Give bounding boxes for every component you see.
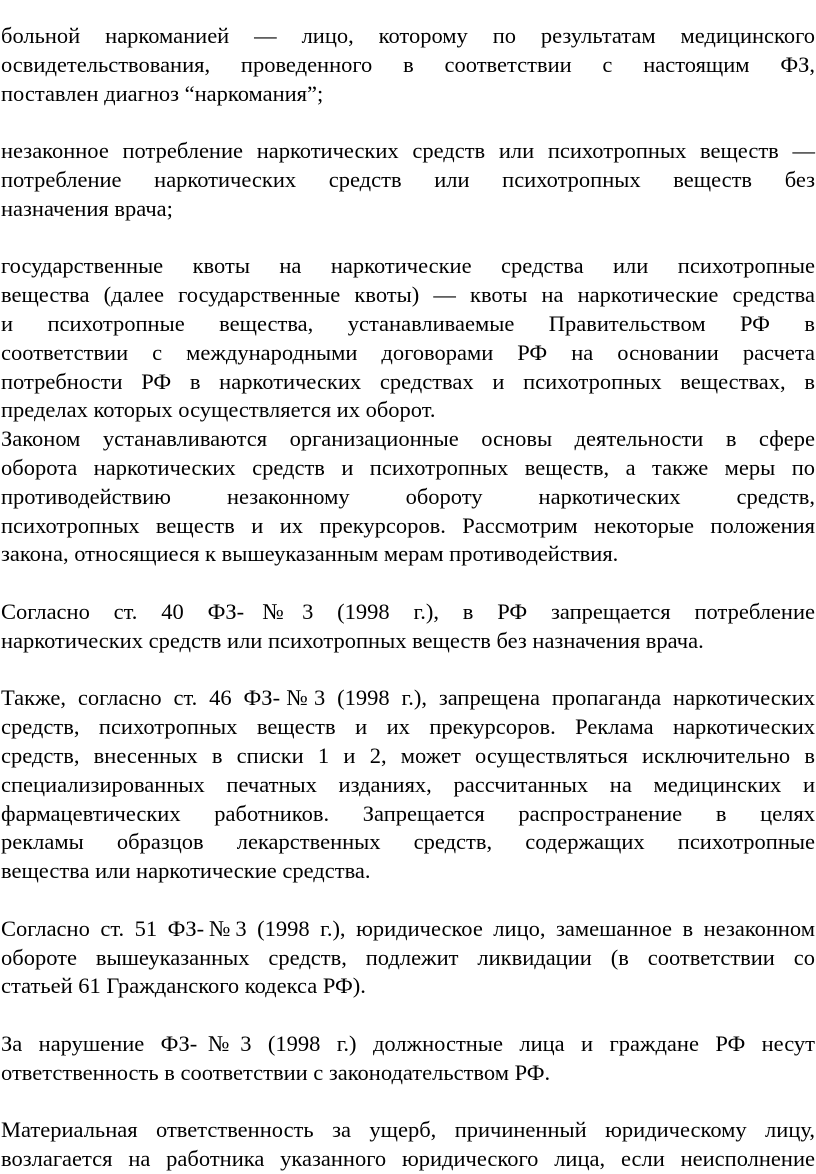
text-line: противодействию незаконному обороту наркотических средств, <box>1 483 815 509</box>
paragraph-gap <box>1 108 816 137</box>
text-line: Законом устанавливаются организационные основы деятельности в сфере <box>1 426 815 452</box>
paragraph-article-40 <box>1 598 815 656</box>
text-line: больной наркоманией — лицо, которому по результатам медицинского <box>1 23 815 48</box>
paragraph-gap <box>1 886 816 915</box>
text-line: наркотических средств или психотропных веществ без назначения врача. <box>1 627 704 653</box>
text-line: оборота наркотических средств и психотропных веществ, а также меры по <box>1 454 815 480</box>
text-line: Согласно ст. 40 ФЗ-№3 (1998 г.), в РФ запрещается потребление <box>1 598 815 624</box>
text-line: фармацевтических работников. Запрещается распространение в целях <box>1 800 815 826</box>
text-line: ответственность в соответствии с законодательством РФ. <box>1 1059 551 1085</box>
text-line: Также, согласно ст. 46 ФЗ-№3 (1998 г.), запрещена пропаганда наркотических <box>1 685 815 711</box>
paragraph-gap <box>1 656 816 685</box>
text-line: рекламы образцов лекарственных средств, содержащих психотропные <box>1 829 815 855</box>
text-line: средств, внесенных в списки 1 и 2, может осуществляться исключительно в <box>1 742 815 768</box>
paragraph-material-liability <box>1 1116 815 1174</box>
text-line: вещества (далее государственные квоты) — квоты на наркотические средства <box>1 282 815 308</box>
text-line: возлагается на работника указанного юридического лица, если неисполнение <box>1 1146 815 1172</box>
text-line: психотропных веществ и их прекурсоров. Рассмотрим некоторые положения <box>1 512 815 538</box>
text-line: обороте вышеуказанных средств, подлежит ликвидации (в соответствии со <box>1 944 815 970</box>
text-line: вещества или наркотические средства. <box>1 858 371 884</box>
paragraph-definition-quotas <box>1 252 815 425</box>
paragraph-definition-addict <box>1 22 815 108</box>
text-line: соответствии с международными договорами РФ на основании расчета <box>1 339 815 365</box>
text-line: незаконное потребление наркотических средств или психотропных веществ — <box>1 138 815 164</box>
text-line: потребности РФ в наркотических средствах и психотропных веществах, в <box>1 368 815 394</box>
paragraph-article-46 <box>1 684 815 886</box>
text-line: освидетельствования, проведенного в соответствии с настоящим ФЗ, <box>1 51 815 77</box>
paragraph-law-foundations <box>1 425 815 569</box>
text-line: средств, психотропных веществ и их прекурсоров. Реклама наркотических <box>1 714 815 740</box>
text-line: Материальная ответственность за ущерб, причиненный юридическому лицу, <box>1 1117 815 1143</box>
text-line: статьей 61 Гражданского кодекса РФ). <box>1 973 366 999</box>
text-line: За нарушение ФЗ-№3 (1998 г.) должностные лица и граждане РФ несут <box>1 1030 815 1056</box>
paragraph-definition-illegal-use <box>1 137 815 223</box>
paragraph-gap <box>1 1087 816 1116</box>
text-line: назначения врача; <box>1 195 173 221</box>
paragraph-article-51 <box>1 915 815 1001</box>
paragraph-gap <box>1 1001 816 1030</box>
paragraph-gap <box>1 224 816 253</box>
paragraph-liability <box>1 1030 815 1088</box>
text-line: государственные квоты на наркотические средства или психотропные <box>1 253 815 279</box>
text-line: специализированных печатных изданиях, рассчитанных на медицинских и <box>1 771 815 797</box>
text-line: Согласно ст. 51 ФЗ-№3 (1998 г.), юридическое лицо, замешанное в незаконном <box>1 915 815 941</box>
paragraph-gap <box>1 569 816 598</box>
text-line: пределах которых осуществляется их оборот. <box>1 397 436 423</box>
text-line: потребление наркотических средств или психотропных веществ без <box>1 166 815 192</box>
text-line: и психотропные вещества, устанавливаемые Правительством РФ в <box>1 310 815 336</box>
text-line: закона, относящиеся к вышеуказанным мерам противодействия. <box>1 541 619 567</box>
text-line: поставлен диагноз “наркомания”; <box>1 80 324 106</box>
